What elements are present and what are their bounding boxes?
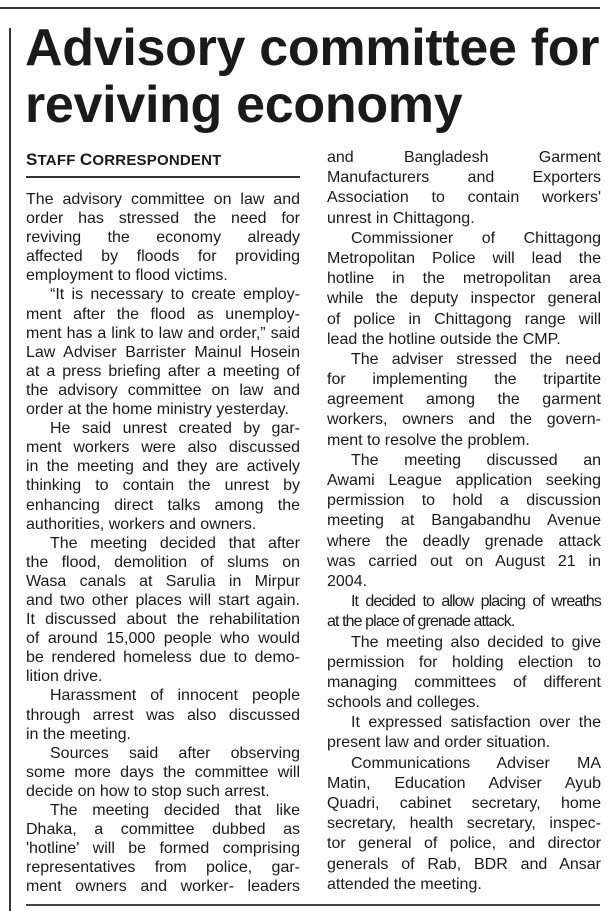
article-line: workers, owners and the govern- [327, 411, 601, 429]
article-paragraph [26, 801, 300, 896]
article-line: Association to contain workers' [327, 189, 601, 207]
article-line: where the deadly grenade attack [327, 532, 601, 550]
article-line: The adviser stressed the need [351, 350, 601, 368]
article-line: representatives from police, gar- [26, 859, 300, 877]
article-line: agreement among the garment [327, 391, 601, 409]
article-line: decide on how to stop such arrest. [26, 782, 270, 800]
article-paragraph [327, 713, 601, 753]
article-line: at a press briefing after a meeting of [26, 362, 300, 380]
article-line: generals of Rab, BDR and Ansar [327, 855, 601, 873]
article-line: in the meeting. [26, 725, 131, 743]
article-line: the flood, demolition of slums on [26, 553, 300, 571]
article-line: attended the meeting. [327, 875, 482, 893]
article-line: was carried out on August 21 in [327, 552, 601, 570]
article-line: The meeting also decided to give [351, 633, 601, 651]
article-line: order at the home ministry yesterday. [26, 401, 289, 419]
article-line: Harassment of innocent people [50, 687, 300, 705]
article-line: The meeting decided that like [50, 802, 300, 819]
article-paragraph [327, 229, 601, 350]
article-line: while the deputy inspector general [327, 290, 601, 308]
article-line: permission for holding election to [327, 653, 601, 671]
article-line: 'hotline' will be formed comprising [26, 840, 300, 858]
article-paragraph [26, 534, 300, 687]
article-line: He said unrest created by gar- [50, 420, 300, 438]
article-line: employment to flood victims. [26, 267, 228, 285]
article-line: Communications Adviser MA [351, 754, 601, 772]
article-paragraph [26, 419, 300, 534]
article-line: of police in Chittagong range will [327, 310, 601, 328]
article-paragraph [327, 633, 601, 714]
article-line: in the meeting and they are actively [26, 458, 300, 476]
article-line: It discussed about the rehabilitation [26, 611, 300, 629]
article-line: ment has a link to law and order,” said [26, 324, 300, 342]
article-line: the advisory committee on law and [26, 381, 300, 399]
article-line: 2004. [327, 572, 368, 590]
article-paragraph [26, 744, 300, 801]
article-line: The advisory committee on law and [26, 191, 300, 208]
article-line: thinking to contain the unrest by [26, 477, 300, 495]
article-line: ment after the flood as unemploy- [26, 305, 300, 323]
article-line: affected by floods for providing [26, 248, 300, 266]
article-line: Quadri, cabinet secretary, home [327, 795, 601, 812]
article-paragraph [327, 148, 601, 229]
article-paragraph [327, 451, 601, 592]
article-line: meeting at Bangabandhu Avenue [327, 512, 601, 530]
article-line: tor general of police, and director [327, 835, 601, 853]
article-line: lition drive. [26, 668, 103, 686]
article-line: order has stressed the need for [26, 210, 300, 228]
article-line: hotline in the metropolitan area [327, 270, 601, 288]
article-line: authorities, workers and owners. [26, 515, 257, 533]
article-line: Commissioner of Chittagong [351, 229, 601, 247]
article-line: The meeting decided that after [50, 534, 300, 552]
byline-rule [26, 176, 300, 178]
article-line: “It is necessary to create employ- [50, 286, 300, 304]
byline-text: ORRESPONDENT [92, 152, 222, 169]
byline-text: TAFF [37, 152, 80, 169]
article-line: ment owners and worker- leaders [26, 878, 300, 896]
article-line: ment to resolve the problem. [327, 431, 530, 449]
article-line: at the place of grenade attack. [327, 613, 515, 631]
article-paragraph [327, 754, 601, 895]
article-paragraph [26, 686, 300, 743]
article-column-1 [26, 190, 300, 896]
article-line: present law and order situation. [327, 734, 551, 752]
bottom-rule [26, 904, 600, 906]
article-line: of around 15,000 people who would [26, 630, 300, 648]
article-line: It decided to allow placing of wreaths [351, 593, 601, 611]
article-line: secretary, health secretary, inspec- [327, 815, 601, 833]
left-column-rule [9, 28, 11, 911]
article-line: reviving the economy already [26, 229, 300, 247]
article-line: enhancing direct talks among the [26, 496, 300, 514]
article-line: lead the hotline outside the CMP. [327, 330, 561, 348]
byline [26, 150, 222, 170]
article-line: managing committees of different [327, 673, 601, 691]
article-line: Wasa canals at Sarulia in Mirpur [26, 572, 300, 590]
article-line: be rendered homeless due to demo- [26, 649, 300, 667]
article-line: permission to hold a discussion [327, 492, 601, 510]
byline-initial: C [79, 150, 93, 169]
article-line: Law Adviser Barrister Mainul Hosein [26, 343, 300, 361]
byline-initial: S [26, 150, 38, 169]
article-paragraph [26, 190, 300, 285]
article-paragraph [327, 350, 601, 451]
article-line: unrest in Chittagong. [327, 209, 475, 227]
article-line: and two other places will start again. [26, 591, 300, 609]
article-line: ment workers were also discussed [26, 439, 300, 457]
article-line: Awami League application seeking [327, 472, 601, 489]
top-rule [0, 7, 600, 9]
article-column-2 [327, 148, 601, 895]
article-paragraph [327, 592, 601, 632]
headline: Advisory committee for reviving economy [25, 19, 600, 134]
article-line: The meeting discussed an [351, 451, 601, 469]
article-line: some more days the committee will [26, 763, 300, 781]
article-line: Dhaka, a committee dubbed as [26, 821, 300, 839]
article-line: schools and colleges. [327, 694, 480, 712]
article-line: Sources said after observing [50, 744, 300, 762]
article-paragraph [26, 285, 300, 419]
article-line: for implementing the tripartite [327, 371, 601, 389]
article-line: Manufacturers and Exporters [327, 169, 601, 187]
article-line: through arrest was also discussed [26, 706, 300, 724]
article-line: Metropolitan Police will lead the [327, 249, 601, 267]
article-line: It expressed satisfaction over the [351, 714, 601, 732]
article-line: and Bangladesh Garment [327, 149, 601, 166]
article-line: Matin, Education Adviser Ayub [327, 774, 601, 792]
